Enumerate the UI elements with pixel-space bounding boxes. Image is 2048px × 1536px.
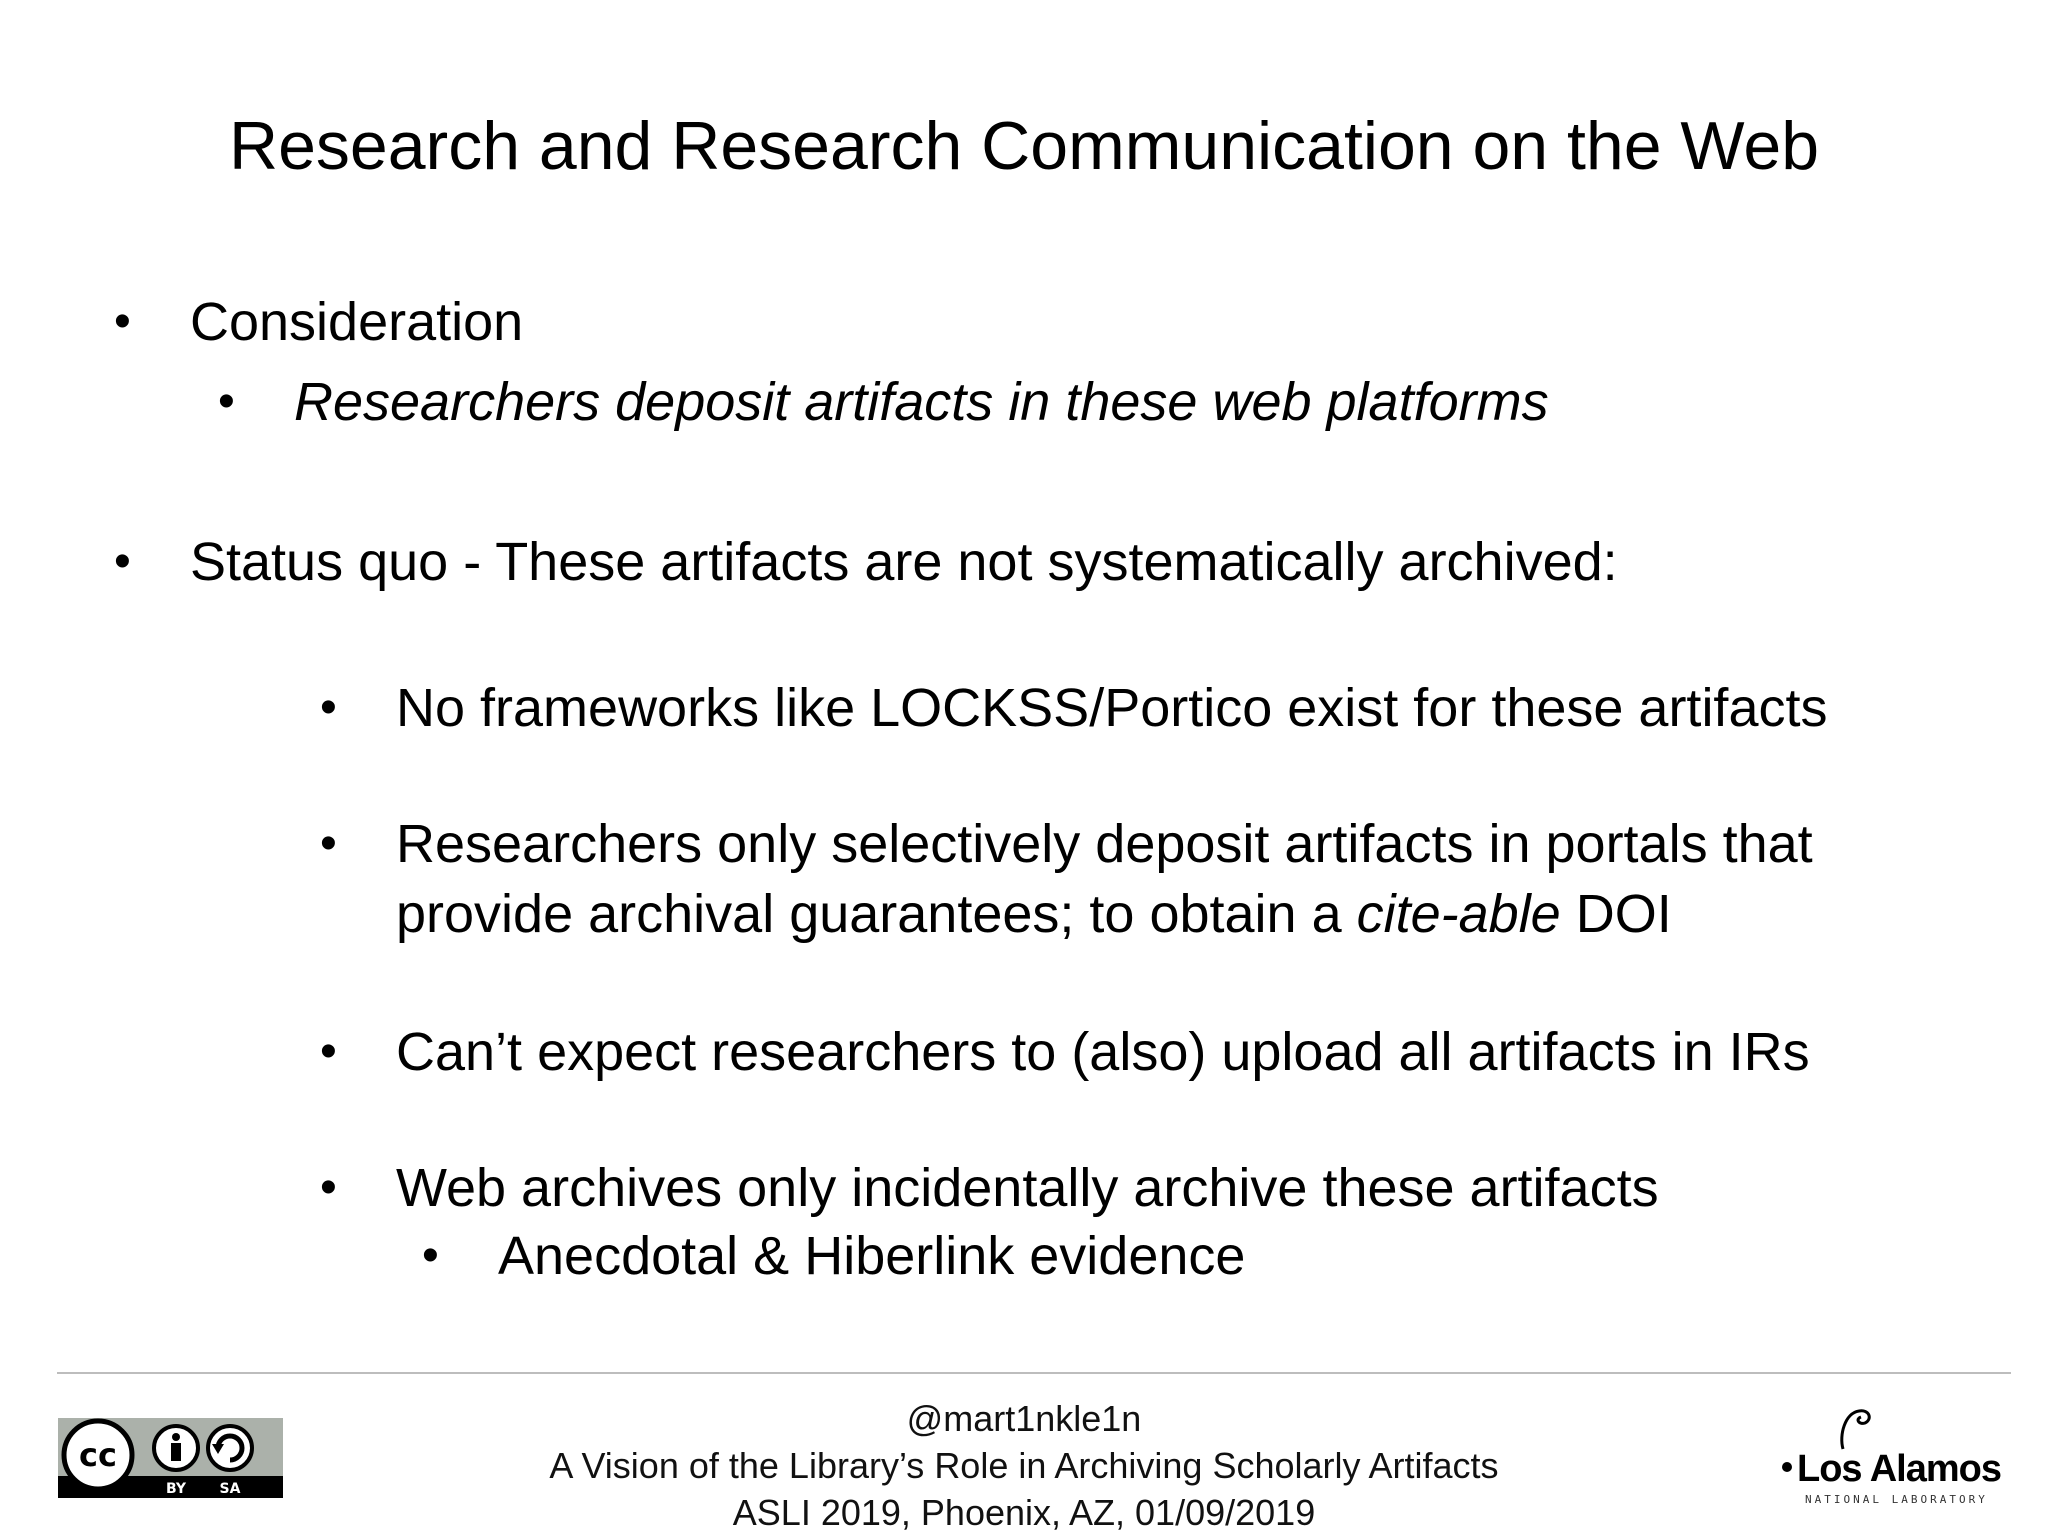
bullet-icon: • <box>320 1025 337 1078</box>
slide-title: Research and Research Communication on the Web <box>228 108 1820 184</box>
bullet-icon: • <box>320 817 337 870</box>
bullet-icon: • <box>320 681 337 734</box>
svg-text:cc: cc <box>79 1436 117 1474</box>
text-segment: provide archival guarantees; to obtain a <box>396 884 1357 944</box>
emphasis-cite-able: cite-able <box>1356 884 1561 944</box>
footer-talk-title: A Vision of the Library’s Role in Archiving Scholarly Artifacts <box>549 1445 1499 1486</box>
svg-text:NATIONAL LABORATORY: NATIONAL LABORATORY <box>1805 1493 1988 1506</box>
bullet-icon: • <box>320 1161 337 1214</box>
bullet-selective-deposit-line1: Researchers only selectively deposit artifacts in portals that <box>396 814 1813 874</box>
bullet-no-frameworks: No frameworks like LOCKSS/Portico exist for these artifacts <box>396 678 1828 738</box>
bullet-researchers-deposit: Researchers deposit artifacts in these web platforms <box>294 372 1549 432</box>
svg-text:SA: SA <box>219 1481 241 1497</box>
footer-event: ASLI 2019, Phoenix, AZ, 01/09/2019 <box>732 1492 1316 1533</box>
bullet-status-quo: Status quo - These artifacts are not systematically archived: <box>190 532 1618 592</box>
bullet-web-archives: Web archives only incidentally archive these artifacts <box>396 1158 1659 1218</box>
bullet-icon: • <box>114 535 131 588</box>
svg-text:BY: BY <box>165 1481 187 1497</box>
svg-text:Los Alamos: Los Alamos <box>1797 1448 2001 1490</box>
footer-divider <box>57 1372 2011 1374</box>
los-alamos-logo <box>1775 1405 2015 1510</box>
bullet-cant-expect: Can’t expect researchers to (also) upload all artifacts in IRs <box>396 1022 1810 1082</box>
footer-handle: @mart1nkle1n <box>906 1398 1142 1439</box>
bullet-selective-deposit-line2 <box>396 880 1672 948</box>
bullet-anecdotal: Anecdotal & Hiberlink evidence <box>498 1226 1246 1286</box>
bullet-icon: • <box>218 375 235 428</box>
bullet-icon: • <box>422 1229 439 1282</box>
bullet-consideration: Consideration <box>190 292 524 352</box>
text-segment: DOI <box>1560 884 1672 944</box>
bullet-icon: • <box>114 295 131 348</box>
